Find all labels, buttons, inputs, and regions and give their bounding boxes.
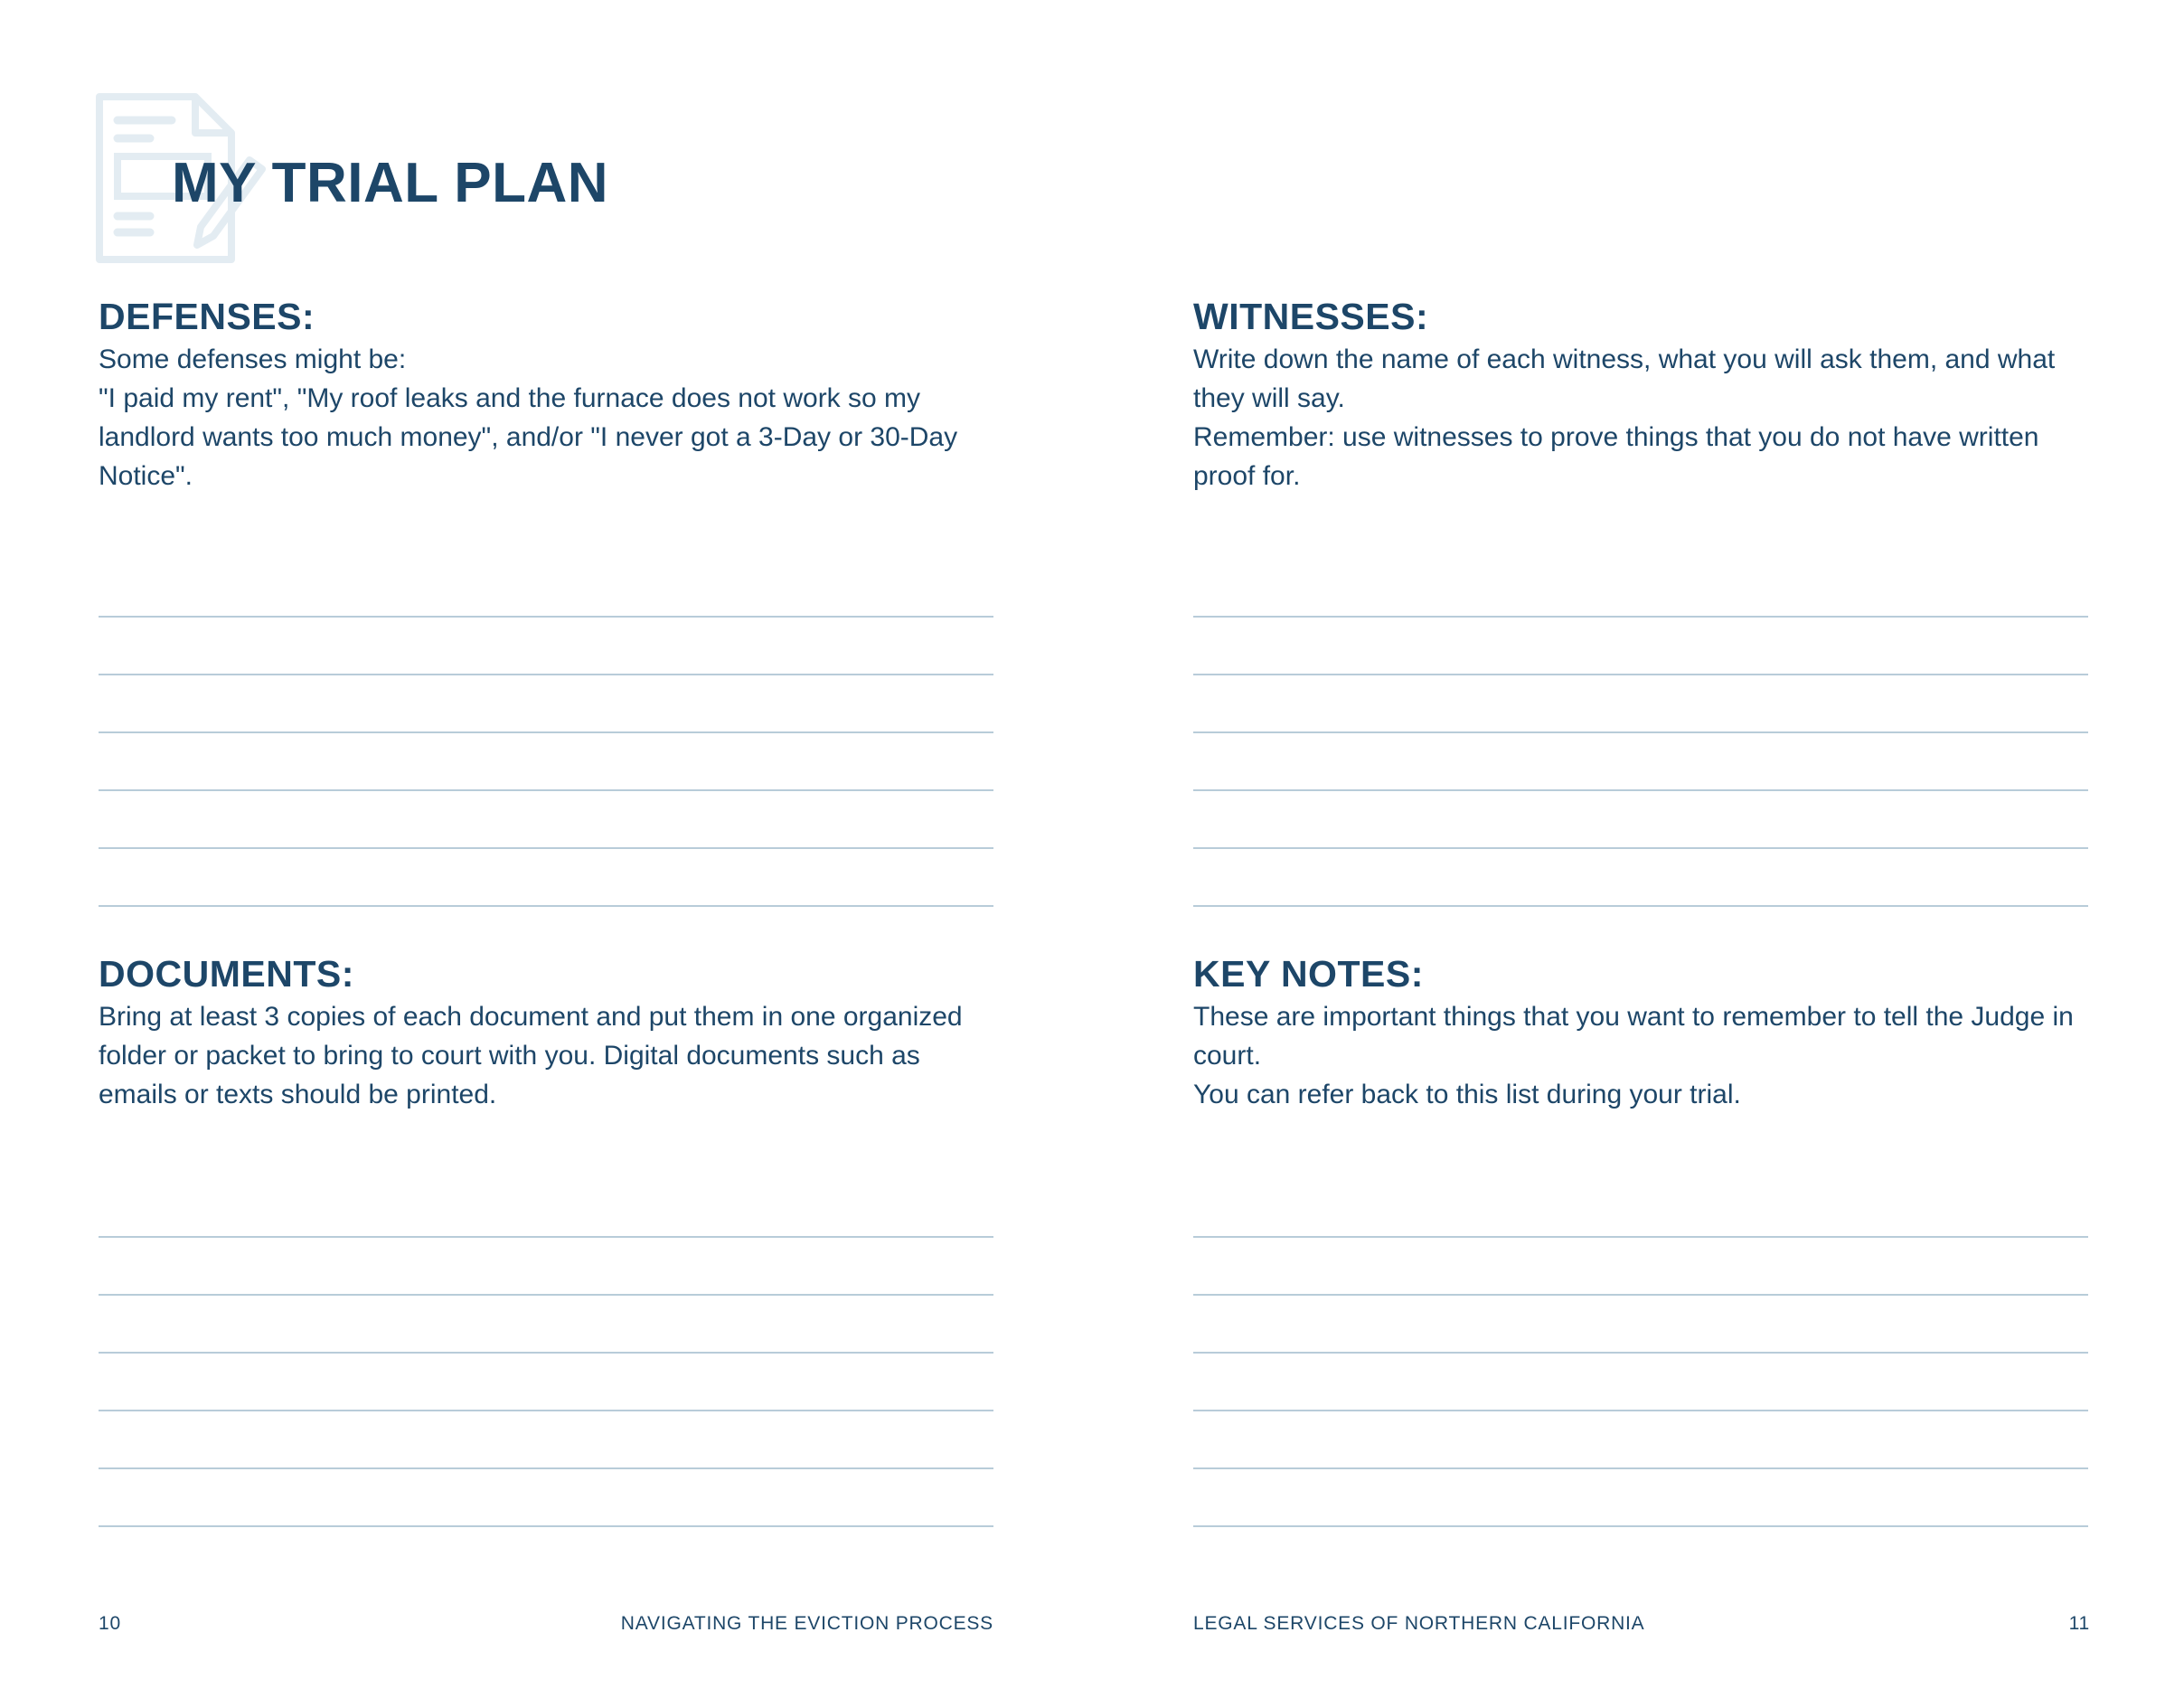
key-notes-description — [1193, 997, 2088, 1114]
writing-line[interactable] — [1193, 1469, 2088, 1527]
documents-text-line: Bring at least 3 copies of each document and put them in one organized folder or packet to bring to court with you. Digital documents such as emails or texts should be printed. — [99, 1002, 963, 1109]
page-title: MY TRIAL PLAN — [172, 152, 609, 214]
witnesses-description — [1193, 340, 2088, 495]
writing-line[interactable] — [99, 618, 993, 675]
writing-line[interactable] — [99, 1238, 993, 1296]
writing-line[interactable] — [99, 1180, 993, 1238]
left-page-number: 10 — [99, 1613, 121, 1634]
writing-line[interactable] — [99, 849, 993, 907]
witnesses-text-line: Write down the name of each witness, what you will ask them, and what they will say. — [1193, 344, 2056, 413]
writing-line[interactable] — [99, 1411, 993, 1469]
right-running-title: LEGAL SERVICES OF NORTHERN CALIFORNIA — [1193, 1613, 1645, 1634]
writing-line[interactable] — [1193, 675, 2088, 733]
writing-line[interactable] — [1193, 618, 2088, 675]
defenses-section — [99, 298, 993, 495]
defenses-writing-lines[interactable] — [99, 560, 993, 907]
documents-section — [99, 953, 993, 1114]
writing-line[interactable] — [99, 1354, 993, 1411]
writing-line[interactable] — [1193, 560, 2088, 618]
writing-line[interactable] — [99, 675, 993, 733]
documents-heading: DOCUMENTS: — [99, 953, 354, 995]
writing-line[interactable] — [1193, 1180, 2088, 1238]
documents-description — [99, 997, 993, 1114]
key-notes-writing-lines[interactable] — [1193, 1180, 2088, 1527]
key-notes-text-line: These are important things that you want to remember to tell the Judge in court. — [1193, 1002, 2074, 1071]
writing-line[interactable] — [99, 560, 993, 618]
witnesses-section — [1193, 298, 2088, 495]
writing-line[interactable] — [99, 1469, 993, 1527]
defenses-description — [99, 340, 993, 495]
writing-line[interactable] — [1193, 791, 2088, 849]
key-notes-section — [1193, 953, 2088, 1114]
witnesses-heading: WITNESSES: — [1193, 296, 1429, 337]
defenses-text-line: Some defenses might be: — [99, 344, 407, 374]
writing-line[interactable] — [1193, 1411, 2088, 1469]
writing-line[interactable] — [1193, 1354, 2088, 1411]
defenses-text-line: "I paid my rent", "My roof leaks and the furnace does not work so my landlord wants too much money", and/or "I never got a 3-Day or 30-Day Notice". — [99, 383, 958, 491]
witnesses-text-line: Remember: use witnesses to prove things that you do not have written proof for. — [1193, 422, 2039, 491]
writing-line[interactable] — [1193, 733, 2088, 791]
writing-line[interactable] — [99, 733, 993, 791]
defenses-heading: DEFENSES: — [99, 296, 315, 337]
witnesses-writing-lines[interactable] — [1193, 560, 2088, 907]
writing-line[interactable] — [1193, 1238, 2088, 1296]
writing-line[interactable] — [99, 1296, 993, 1354]
left-running-title: NAVIGATING THE EVICTION PROCESS — [620, 1613, 993, 1634]
writing-line[interactable] — [1193, 1296, 2088, 1354]
key-notes-text-line: You can refer back to this list during your trial. — [1193, 1080, 1741, 1109]
documents-writing-lines[interactable] — [99, 1180, 993, 1527]
key-notes-heading: KEY NOTES: — [1193, 953, 1424, 995]
writing-line[interactable] — [1193, 849, 2088, 907]
right-page-number: 11 — [2068, 1613, 2090, 1634]
writing-line[interactable] — [99, 791, 993, 849]
